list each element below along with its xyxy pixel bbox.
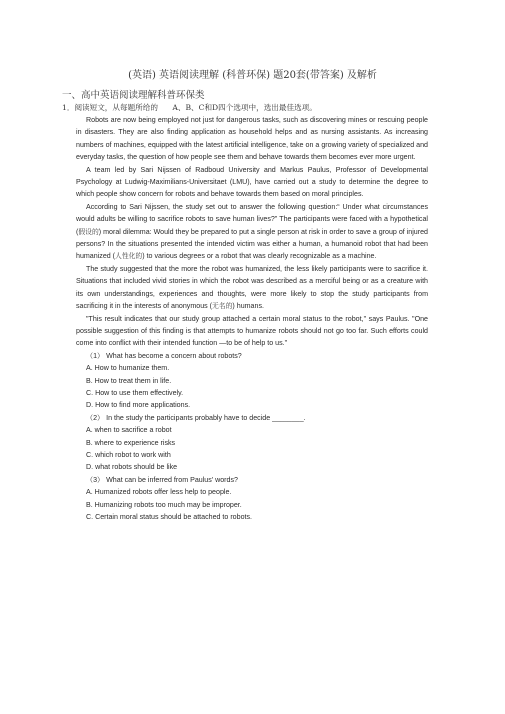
question-1-option-c: C. How to use them effectively. bbox=[86, 388, 184, 397]
gloss-hypothetical: 假设的 bbox=[78, 227, 99, 236]
question-3-option-a: A. Humanized robots offer less help to people. bbox=[86, 488, 232, 497]
p5-dash: — bbox=[219, 339, 227, 348]
passage-paragraph-2: A team led by Sari Nijssen of Radboud University and Markus Paulus, Professor of Developmental Psychology at Ludwig-Maximilians-Universitaet (LMU), have carried out a study to determine the degree to which people show concern for robots and behave towards them based on moral principles. bbox=[76, 165, 428, 199]
question-1-option-a: A. How to humanize them. bbox=[86, 364, 170, 373]
passage-paragraph-5 bbox=[76, 313, 428, 350]
question-3-option-c: C. Certain moral status should be attached to robots. bbox=[86, 513, 253, 521]
passage-paragraph-3 bbox=[76, 201, 428, 263]
question-number: 1． bbox=[62, 103, 75, 112]
passage-paragraph-1: Robots are now being employed not just for dangerous tasks, such as discovering mines or rescuing people in disasters. They are also finding application as household helps and as nursing assistants. As increasing numbers of machines, equipped with the latest artificial intelligence, take on a growing variety of specialized and everyday tasks, the question of how people see them and behave towards them becomes ever more urgent. bbox=[76, 116, 428, 162]
p4-text-a: The study suggested that the more the robot was humanized, the less likely participants were to sacrifice it. Situations that included vivid stories in which the robot was described as a merciful being or as a creature with its own understandings, experiences and thoughts, were more likely to stop the study participants from sacrificing it in the interests of anonymous ( bbox=[76, 264, 428, 311]
question-2-option-d: D. what robots should be like bbox=[86, 463, 178, 472]
question-1-option-d: D. How to find more applications. bbox=[86, 401, 191, 410]
question-3-stem: （3） What can be inferred from Paulus' words? bbox=[86, 475, 238, 484]
question-1-stem: （1） What has become a concern about robots? bbox=[86, 351, 242, 360]
question-2-option-a: A. when to sacrifice a robot bbox=[86, 426, 172, 435]
question-3-option-b: B. Humanizing robots too much may be improper. bbox=[86, 500, 242, 509]
p5-text-b: to be of help to us." bbox=[226, 339, 288, 348]
p4-text-b: ) humans. bbox=[232, 302, 264, 311]
reading-passage bbox=[76, 114, 428, 523]
document-title: (英语) 英语阅读理解 (科普环保) 题20套(带答案) 及解析 bbox=[128, 70, 377, 81]
gloss-anonymous: 无名的 bbox=[212, 302, 233, 311]
instruction-text: 阅读短文，从每题所给的 bbox=[74, 103, 158, 112]
instruction-options: A、B、C和D四个选项中，选出最佳选项。 bbox=[172, 103, 317, 112]
p3-text-a: According to Sari Nijssen, the study set out to answer the following question:“ Under what circumstances would adults be willing to sacrifice robots to save human lives?” The participants were faced with a hypothetical ( bbox=[76, 202, 428, 236]
gloss-humanized: 人性化的 bbox=[115, 252, 143, 261]
p3-text-c: ) to various degrees or a robot that was clearly recognizable as a machine. bbox=[142, 252, 377, 261]
section-heading: 一、高中英语阅读理解科普环保类 bbox=[62, 90, 205, 101]
question-1-option-b: B. How to treat them in life. bbox=[86, 376, 172, 385]
question-2-option-c: C. which robot to work with bbox=[86, 450, 171, 459]
question-2-option-b: B. where to experience risks bbox=[86, 438, 176, 447]
question-2-stem: （2） In the study the participants probably have to decide ________. bbox=[86, 413, 306, 422]
passage-paragraph-4 bbox=[76, 263, 428, 313]
p3-text-b: ) moral dilemma: Would they be prepared to put a single person at risk in order to save a group of injured persons? In the situations presented the intended victim was either a human, a humanoid robot that had been humanized ( bbox=[76, 227, 429, 261]
p5-text-a: "This result indicates that our study group attached a certain moral status to the robot," says Paulus. "One possible suggestion of this finding is that attempts to humanize robots should not go too far. Such efforts could come into conflict with their intended function bbox=[76, 314, 428, 348]
question-instruction bbox=[62, 102, 317, 113]
